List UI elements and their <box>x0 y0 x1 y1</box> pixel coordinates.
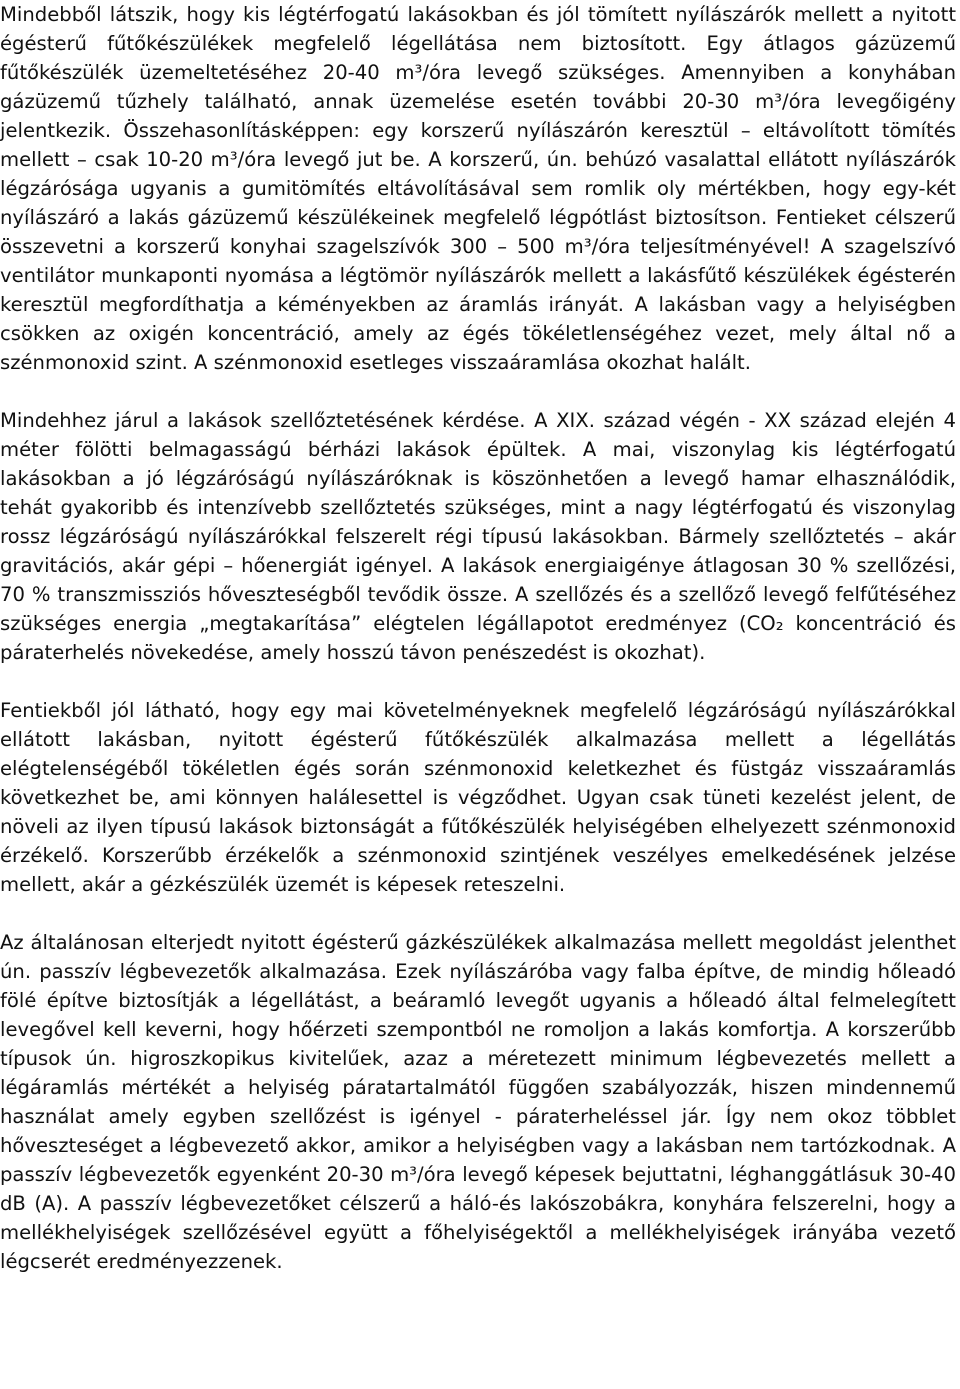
paragraph: Az általánosan elterjedt nyitott égésterű gázkészülékek alkalmazása mellett megoldást jelenthet ún. passzív légbevezetők alkalmazása. Ezek nyílászáróba vagy falba építve, de mindig hőleadó fölé építve biztosítják a légellátást, a beáramló levegőt ugyanis a hőleadó által felmelegített levegővel kell keverni, hogy hőérzeti szempontból ne romoljon a lakás komfortja. A korszerűbb típusok ún. higroszkopikus kivitelűek, azaz a méretezett minimum légbevezetés mellett a légáramlás mértékét a helyiség páratartalmától függően szabályozzák, hiszen mindennemű használat amely egyben szellőzést is igényel - páraterheléssel jár. Így nem okoz többlet hőveszteséget a légbevezető akkor, amikor a helyiségben vagy a lakásban nem tartózkodnak. A passzív légbevezetők egyenként 20-30 m³/óra levegő képesek bejuttatni, léghanggátlásuk 30-40 dB (A). A passzív légbevezetőket célszerű a háló-és lakószobákra, konyhára felszerelni, hogy a mellékhelyiségek szellőzésével együtt a főhelyiségektől a mellékhelyiségek irányába vezető légcserét eredményezzenek. <box>0 931 956 1273</box>
paragraph: Mindehhez járul a lakások szellőztetésének kérdése. A XIX. század végén - XX század elején 4 méter fölötti belmagasságú bérházi lakások épültek. A mai, viszonylag kis légtérfogatú lakásokban a jó légzáróságú nyílászáróknak is köszönhetően a levegő hamar elhasználódik, tehát gyakoribb és intenzívebb szellőztetés szükséges, mint a nagy légtérfogatú és viszonylag rossz légzáróságú nyílászárókkal felszerelt régi típusú lakásokban. Bármely szellőztetés – akár gravitációs, akár gépi – hőenergiát igényel. A lakások energiaigénye átlagosan 30 % szellőzési, 70 % transzmissziós hőveszteségből tevődik össze. A szellőzés és a szellőző levegő felfűtéséhez szükséges energia „megtakarítása” elégtelen légállapotot eredményez (CO₂ koncentráció és páraterhelés növekedése, amely hosszú távon penészedést is okozhat). <box>0 409 956 664</box>
paragraph: Mindebből látszik, hogy kis légtérfogatú lakásokban és jól tömített nyílászárók mellett a nyitott égésterű fűtőkészülékek megfelelő légellátása nem biztosított. Egy átlagos gázüzemű fűtőkészülék üzemeltetéséhez 20-40 m³/óra levegő szükséges. Amennyiben a konyhában gázüzemű tűzhely található, annak üzemelése esetén további 20-30 m³/óra levegőigény jelentkezik. Összehasonlításképpen: egy korszerű nyílászárón keresztül – eltávolított tömítés mellett – csak 10-20 m³/óra levegő jut be. A korszerű, ún. behúzó vasalattal ellátott nyílászárók légzárósága ugyanis a gumitömítés eltávolításával sem romlik oly mértékben, hogy egy-két nyílászáró a lakás gázüzemű készülékeinek megfelelő légpótlást biztosítson. Fentieket célszerű összevetni a korszerű konyhai szagelszívók 300 – 500 m³/óra teljesítményével! A szagelszívó ventilátor munkaponti nyomása a légtömör nyílászárók mellett a lakásfűtő készülékek égésterén keresztül megfordíthatja a kéményekben az áramlás irányát. A lakásban vagy a helyiségben csökken az oxigén koncentráció, amely az égés tökéletlenségéhez vezet, mely által nő a szénmonoxid szint. A szénmonoxid esetleges visszaáramlása okozhat halált. <box>0 3 956 374</box>
paragraph: Fentiekből jól látható, hogy egy mai követelményeknek megfelelő légzáróságú nyílászárókkal ellátott lakásban, nyitott égésterű fűtőkészülék alkalmazása mellett a légellátás elégtelenségéből tökéletlen égés során szénmonoxid keletkezhet és füstgáz visszaáramlás következhet be, ami könnyen halálesettel is végződhet. Ugyan csak tüneti kezelést jelent, de növeli az ilyen típusú lakások biztonságát a fűtőkészülék helyiségében elhelyezett szénmonoxid érzékelő. Korszerűbb érzékelők a szénmonoxid szintjének veszélyes emelkedésének jelzése mellett, akár a gézkészülék üzemét is képesek reteszelni. <box>0 699 956 896</box>
